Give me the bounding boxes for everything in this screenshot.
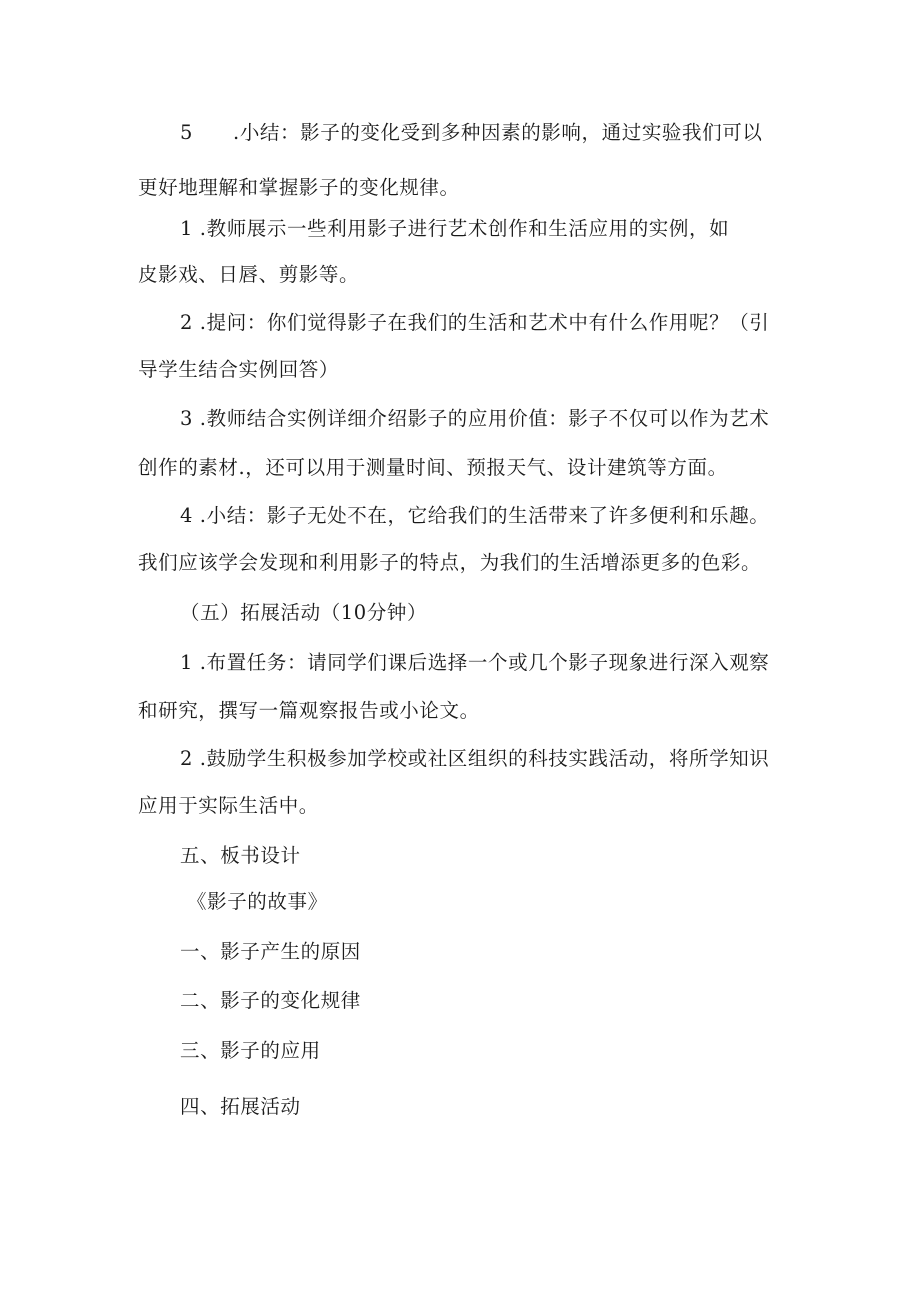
paragraph-5-line2: 更好地理解和掌握影子的变化规律。: [138, 176, 460, 199]
board-design-heading: 五、板书设计: [180, 844, 301, 867]
paragraph-5-text: .小结：影子的变化受到多种因素的影响，通过实验我们可以: [233, 121, 763, 144]
application-item-1-line2: 皮影戏、日唇、剪影等。: [138, 263, 360, 286]
application-item-3-line1: 3 .教师结合实例详细介绍影子的应用价值：影子不仅可以作为艺术: [180, 407, 770, 430]
application-item-4-line1: 4 .小结：影子无处不在，它给我们的生活带来了许多便利和乐趣。: [180, 504, 770, 527]
application-item-3-line2: 创作的素材.，还可以用于测量时间、预报天气、设计建筑等方面。: [138, 456, 728, 479]
section-heading-extension: （五）拓展活动（10分钟）: [180, 601, 428, 624]
application-item-2-line2: 导学生结合实例回答）: [138, 358, 340, 381]
paragraph-5-number: 5: [180, 121, 194, 144]
board-item-2: 二、影子的变化规律: [180, 989, 361, 1012]
application-item-4-line2: 我们应该学会发现和利用影子的特点，为我们的生活增添更多的色彩。: [138, 551, 762, 574]
board-item-1: 一、影子产生的原因: [180, 940, 361, 963]
extension-item-2-line1: 2 .鼓励学生积极参加学校或社区组织的科技实践活动，将所学知识: [180, 747, 770, 770]
board-item-3: 三、影子的应用: [180, 1039, 321, 1062]
paragraph-5-line1: [180, 123, 762, 143]
application-item-2-line1: 2 .提问：你们觉得影子在我们的生活和艺术中有什么作用呢？（引: [180, 311, 770, 334]
extension-item-1-line2: 和研究，撰写一篇观察报告或小论文。: [138, 699, 480, 722]
board-item-4: 四、拓展活动: [180, 1095, 301, 1118]
extension-item-2-line2: 应用于实际生活中。: [138, 794, 319, 817]
board-title: 《影子的故事》: [187, 890, 328, 913]
application-item-1-line1: 1 .教师展示一些利用影子进行艺术创作和生活应用的实例，如: [180, 217, 730, 240]
extension-item-1-line1: 1 .布置任务：请同学们课后选择一个或几个影子现象进行深入观察: [180, 651, 770, 674]
